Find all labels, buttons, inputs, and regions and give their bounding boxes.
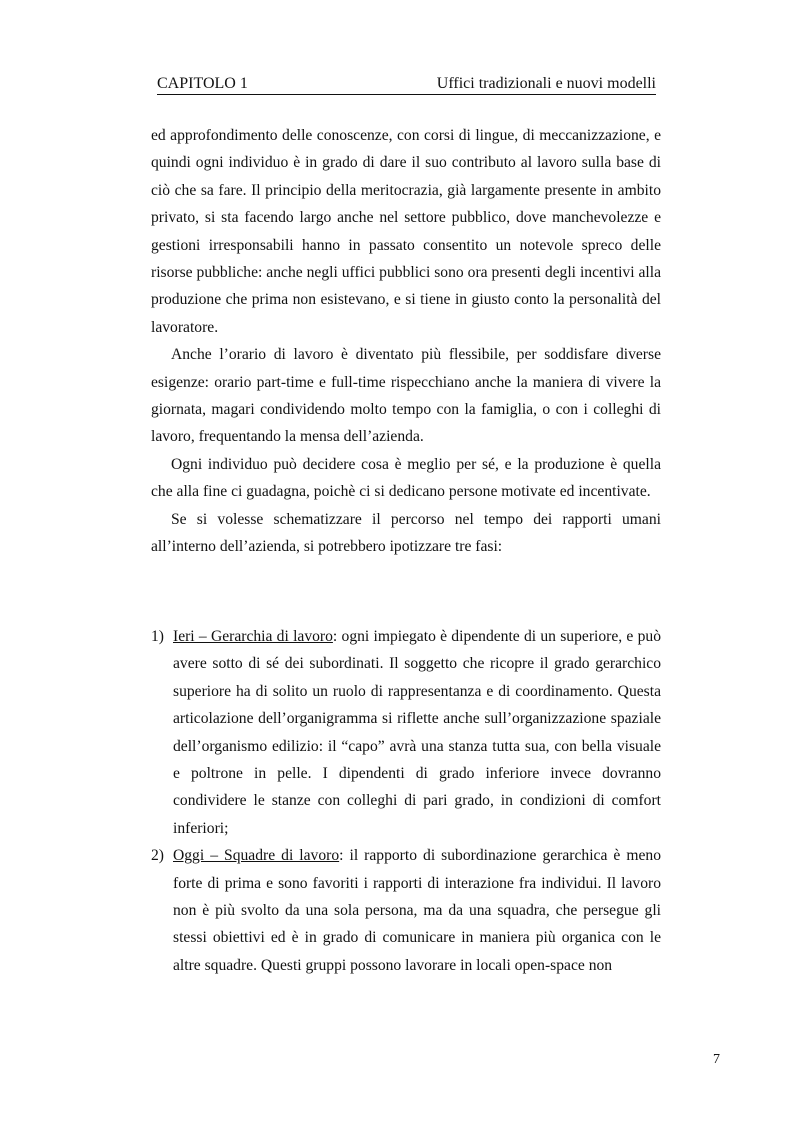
phases-list — [151, 623, 661, 979]
chapter-label: CAPITOLO 1 — [157, 75, 248, 92]
list-item-number: 2) — [151, 847, 164, 865]
list-item-number: 1) — [151, 628, 164, 645]
paragraph: ed approfondimento delle conoscenze, con corsi di lingue, di meccanizzazione, e quindi ogni individuo è in grado di dare il suo contributo al lavoro sulla base di ciò che sa fare. Il principio della meritocrazia, già largamente presente in ambito privato, si sta facendo largo anche nel settore pubblico, dove manchevolezze e gestioni irresponsabili hanno in passato consentito un notevole spreco delle risorse pubbliche: anche negli uffici pubblici sono ora presenti degli incentivi alla produzione che prima non esistevano, e si tiene in giusto conto la personalità del lavoratore. — [151, 127, 661, 336]
list-item-text: : ogni impiegato è dipendente di un superiore, e può avere sotto di sé dei subordinati. Il soggetto che ricopre il grado gerarchico superiore ha di solito un ruolo di rappresentanza e di coordinamento. Questa articolazione dell’organigramma si riflette anche sull’organizzazione spaziale dell’organismo edilizio: il “capo” avrà una stanza tutta sua, con bella visuale e poltrone in pelle. I dipendenti di grado inferiore invece dovranno condividere le stanze con colleghi di pari grado, in condizioni di comfort inferiori; — [173, 628, 661, 837]
paragraph: Ogni individuo può decidere cosa è meglio per sé, e la produzione è quella che alla fine ci guadagna, poichè ci si dedicano persone motivate ed incentivate. — [151, 455, 661, 501]
list-item — [151, 842, 661, 979]
running-header — [157, 74, 656, 95]
paragraph: Anche l’orario di lavoro è diventato più flessibile, per soddisfare diverse esigenze: orario part-time e full-time rispecchiano anche la maniera di vivere la giornata, magari condividendo molto tempo con la famiglia, o con i colleghi di lavoro, frequentando la mensa dell’azienda. — [151, 346, 661, 446]
list-item-term: Ieri – Gerarchia di lavoro — [173, 628, 333, 645]
list-item-text: : il rapporto di subordinazione gerarchica è meno forte di prima e sono favoriti i rapporti di interazione fra individui. Il lavoro non è più svolto da una sola persona, ma da una squadra, che persegue gli stessi obiettivi ed è in grado di comunicare in maniera più organica con le altre squadre. Questi gruppi possono lavorare in locali open-space non — [173, 847, 661, 974]
body-text — [151, 122, 661, 561]
chapter-title: Uffici tradizionali e nuovi modelli — [436, 75, 656, 92]
list-item-term: Oggi – Squadre di lavoro — [173, 847, 340, 865]
list-item — [151, 623, 661, 842]
paragraph: Se si volesse schematizzare il percorso nel tempo dei rapporti umani all’interno dell’azienda, si potrebbero ipotizzare tre fasi: — [151, 510, 661, 556]
page-number: 7 — [713, 1052, 720, 1067]
